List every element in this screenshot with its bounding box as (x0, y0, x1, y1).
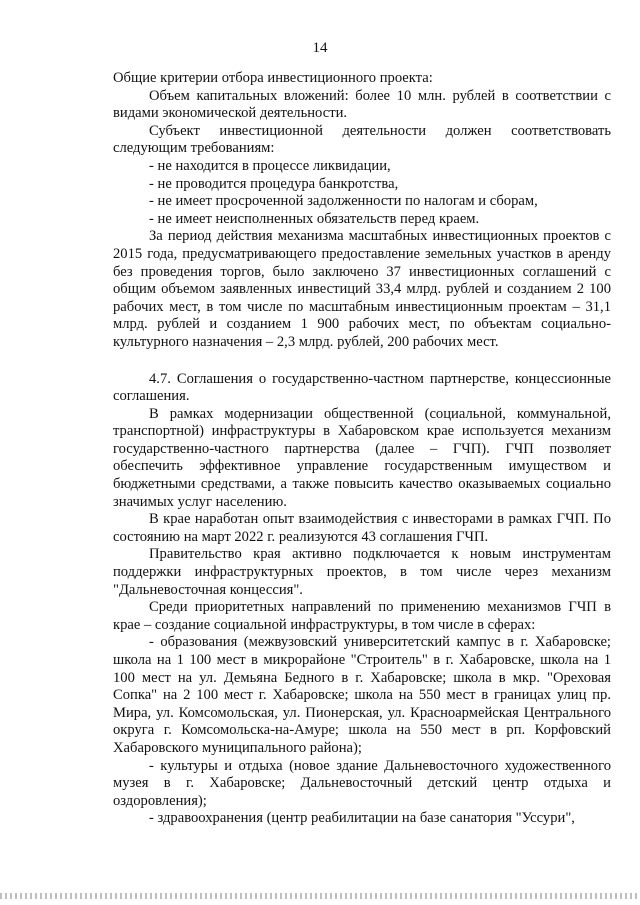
paragraph-criteria-intro: Общие критерии отбора инвестиционного проекта: (113, 70, 433, 86)
list-item-healthcare: - здравоохранения (центр реабилитации на базе санатория "Уссури", (149, 810, 575, 827)
list-item: - не имеет просроченной задолженности по налогам и сборам, (149, 193, 538, 210)
paragraph-capital-investment: Объем капитальных вложений: более 10 млн. рублей в соответствии с видами экономической деятельности. (113, 87, 611, 122)
list-item-education: - образования (межвузовский университетский кампус в г. Хабаровске; школа на 1 100 мест в микрорайоне "Строитель" в г. Хабаровске, школа на 1 100 мест на ул. Демьяна Бедного в г. Хабаровске; школа в мкр. "Ореховая Сопка" на 2 100 мест г. Хабаровске; школа на 550 мест в границах улиц пр. Мира, ул. Комсомольская, ул. Пионерская, ул. Красноармейская Центрального округа г. Комсомольска-на-Амуре; школа на 550 мест в рп. Корфовский Хабаровского муниципального района); (113, 634, 611, 756)
paragraph-government-tools: Правительство края активно подключается к новым инструментам поддержки инфраструктурных проектов, в том числе через механизм "Дальневосточная концессия". (113, 546, 611, 598)
paragraph-ppp-modernization: В рамках модернизации общественной (социальной, коммунальной, транспортной) инфраструктуры в Хабаровском крае используется механизм государственно-частного партнерства (далее – ГЧП). ГЧП позволяет обеспечить эффективное управление государственным имуществом и бюджетными средствами, а также повысить качество оказываемых социально значимых услуг населению. (113, 405, 611, 510)
section-heading: 4.7. Соглашения о государственно-частном партнерстве, концессионные соглашения. (113, 370, 611, 405)
paragraph-priority-directions: Среди приоритетных направлений по применению механизмов ГЧП в крае – создание социальной инфраструктуры, в том числе в сферах: (113, 599, 611, 633)
paragraph-ppp-experience: В крае наработан опыт взаимодействия с инвесторами в рамках ГЧП. По состоянию на март 2022 г. реализуются 43 соглашения ГЧП. (113, 511, 611, 545)
paragraph-gap (113, 352, 611, 371)
document-body (113, 70, 611, 828)
page-number: 14 (312, 40, 328, 56)
scan-edge (0, 893, 640, 899)
paragraph-requirements: Субъект инвестиционной деятельности должен соответствовать следующим требованиям: (113, 122, 611, 157)
list-item: - не имеет неисполненных обязательств перед краем. (149, 210, 480, 227)
list-item: - не находится в процессе ликвидации, (149, 157, 391, 174)
list-item-culture: - культуры и отдыха (новое здание Дальневосточного художественного музея в г. Хабаровске; Дальневосточный детский центр отдыха и оздоровления); (113, 757, 611, 809)
list-item: - не проводится процедура банкротства, (149, 175, 399, 192)
paragraph-investment-projects: За период действия механизма масштабных инвестиционных проектов с 2015 года, предусматривающего предоставление земельных участков в аренду без проведения торгов, было заключено 37 инвестиционных соглашений с общим объемом заявленных инвестиций 33,4 млрд. рублей и созданием 2 100 рабочих мест, в том числе по масштабным инвестиционным проектам – 31,1 млрд. рублей и созданием 1 900 рабочих мест, по объектам социально-культурного назначения – 2,3 млрд. рублей, 200 рабочих мест. (113, 228, 611, 350)
